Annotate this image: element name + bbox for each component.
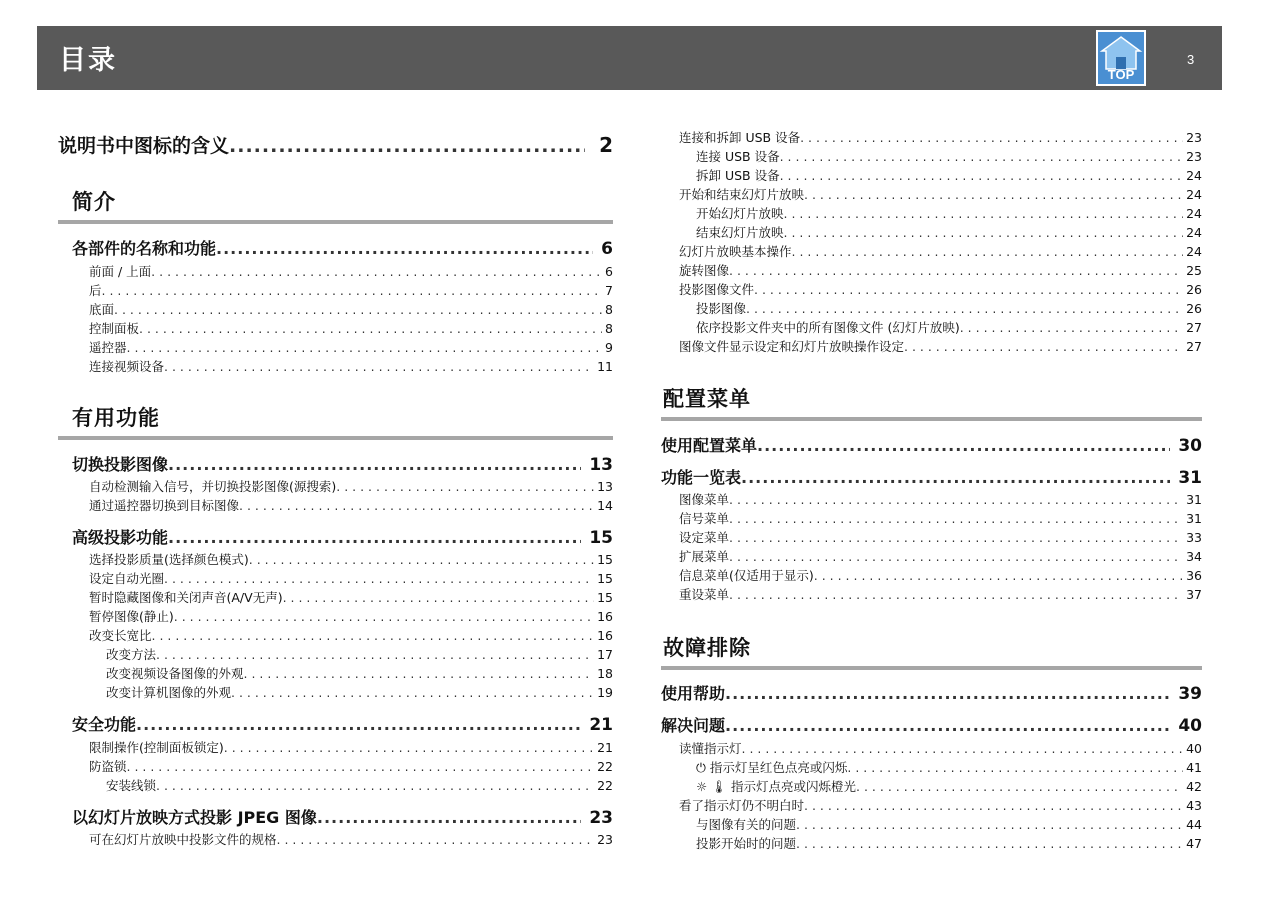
toc-entry[interactable] (661, 204, 1202, 223)
toc-entry-label: 信息菜单(仅适用于显示) (679, 568, 814, 583)
toc-entry-page: 22 (597, 778, 613, 793)
toc-entry-label: 暂停图像(静止) (89, 609, 174, 624)
toc-entry[interactable] (661, 815, 1202, 834)
top-label: TOP (1107, 67, 1135, 82)
toc-entry-page: 8 (605, 321, 613, 336)
leader-dots (127, 340, 603, 355)
toc-entry-label: 解决问题 (661, 716, 726, 735)
toc-entry[interactable] (661, 337, 1202, 356)
toc-entry-page: 24 (1186, 206, 1202, 221)
toc-entry-page: 44 (1186, 817, 1202, 832)
toc-entry-page: 21 (589, 715, 613, 735)
toc-entry-label: 投影图像 (696, 301, 747, 316)
toc-entry-page: 13 (589, 455, 613, 475)
toc-entry-label: 说明书中图标的含义 (58, 135, 230, 157)
toc-entry-label: 连接视频设备 (89, 359, 165, 374)
toc-entry[interactable] (58, 131, 613, 158)
toc-entry-page: 24 (1186, 225, 1202, 240)
leader-dots (746, 301, 1183, 316)
toc-entry-label: 防盗锁 (89, 759, 127, 774)
toc-entry-page: 41 (1186, 760, 1202, 775)
leader-dots (239, 498, 594, 513)
toc-entry-label: 自动检测输入信号，并切换投影图像(源搜索) (89, 479, 337, 494)
toc-entry-page: 11 (597, 359, 613, 374)
toc-entry[interactable] (58, 550, 613, 569)
toc-entry-label: 控制面板 (89, 321, 140, 336)
toc-entry-label: 结束幻灯片放映 (696, 225, 784, 240)
leader-dots (114, 302, 602, 317)
leader-dots (224, 740, 594, 755)
toc-entry-page: 13 (597, 479, 613, 494)
toc-entry-label: 设定菜单 (679, 530, 730, 545)
toc-entry-label: 限制操作(控制面板锁定) (89, 740, 224, 755)
toc-entry[interactable] (661, 318, 1202, 337)
toc-entry-label: 遥控器 (89, 340, 127, 355)
toc-entry-label: 幻灯片放映基本操作 (679, 244, 792, 259)
toc-entry-page: 19 (597, 685, 613, 700)
toc-entry-label: 与图像有关的问题 (696, 817, 797, 832)
toc-entry-page: 39 (1178, 684, 1202, 704)
toc-entry-label: ⏻ 指示灯呈红色点亮或闪烁 (696, 760, 848, 775)
toc-entry-label: 改变计算机图像的外观 (106, 685, 232, 700)
toc-entry[interactable] (58, 477, 613, 496)
toc-entry-page: 31 (1178, 468, 1202, 488)
section-title: 故障排除 (663, 636, 751, 660)
toc-entry-page: 6 (605, 264, 613, 279)
leader-dots (729, 549, 1183, 564)
toc-entry[interactable] (661, 223, 1202, 242)
toc-entry-page: 15 (597, 590, 613, 605)
toc-entry[interactable] (661, 585, 1202, 604)
toc-entry[interactable] (58, 525, 613, 548)
toc-entry-label: 设定自动光圈 (89, 571, 165, 586)
leader-dots (754, 282, 1183, 297)
leader-dots (725, 716, 1170, 735)
toc-entry-page: 47 (1186, 836, 1202, 851)
toc-entry[interactable] (58, 738, 613, 757)
toc-entry-label: 切换投影图像 (72, 455, 169, 474)
toc-entry-label: 改变视频设备图像的外观 (106, 666, 244, 681)
leader-dots (904, 339, 1183, 354)
toc-entry[interactable] (661, 280, 1202, 299)
leader-dots (741, 468, 1170, 487)
toc-entry-page: 6 (601, 239, 613, 259)
toc-entry[interactable] (58, 452, 613, 475)
top-link-button[interactable] (1096, 30, 1146, 86)
section-heading (661, 636, 1202, 670)
toc-entry-page: 37 (1186, 587, 1202, 602)
leader-dots (856, 779, 1183, 794)
toc-entry[interactable] (661, 796, 1202, 815)
leader-dots (729, 530, 1183, 545)
toc-entry-page: 16 (597, 609, 613, 624)
toc-entry[interactable] (58, 357, 613, 376)
leader-dots (136, 715, 581, 734)
toc-entry-label: 高级投影功能 (72, 528, 169, 547)
toc-entry[interactable] (58, 776, 613, 795)
leader-dots (796, 836, 1183, 851)
leader-dots (784, 206, 1184, 221)
toc-entry-label: 通过遥控器切换到目标图像 (89, 498, 240, 513)
toc-entry-page: 2 (599, 133, 613, 157)
toc-entry-page: 34 (1186, 549, 1202, 564)
toc-entry[interactable] (58, 569, 613, 588)
toc-entry-page: 23 (1186, 149, 1202, 164)
leader-dots (729, 492, 1183, 507)
toc-entry[interactable] (661, 713, 1202, 736)
toc-entry-label: 前面 / 上面 (89, 264, 152, 279)
toc-entry-page: 42 (1186, 779, 1202, 794)
toc-entry[interactable] (58, 338, 613, 357)
leader-dots (102, 283, 603, 298)
leader-dots (156, 647, 594, 662)
toc-entry[interactable] (661, 490, 1202, 509)
toc-entry[interactable] (661, 242, 1202, 261)
leader-dots (800, 130, 1183, 145)
toc-entry-label: 重设菜单 (679, 587, 730, 602)
leader-dots (151, 264, 602, 279)
toc-entry-page: 22 (597, 759, 613, 774)
leader-dots (317, 808, 581, 827)
toc-entry-label: 图像菜单 (679, 492, 730, 507)
toc-entry-page: 14 (597, 498, 613, 513)
toc-entry-page: 25 (1186, 263, 1202, 278)
leader-dots (283, 590, 595, 605)
toc-entry[interactable] (58, 805, 613, 828)
toc-entry-label: 拆卸 USB 设备 (696, 168, 780, 183)
page-number: 3 (1187, 52, 1195, 67)
toc-entry-label: 功能一览表 (661, 468, 742, 487)
toc-entry-label: 连接和拆卸 USB 设备 (679, 130, 801, 145)
leader-dots (796, 817, 1183, 832)
leader-dots (164, 359, 594, 374)
leader-dots (231, 685, 594, 700)
toc-entry-label: 依序投影文件夹中的所有图像文件 (幻灯片放映) (696, 320, 960, 335)
toc-entry-page: 26 (1186, 301, 1202, 316)
toc-entry-page: 23 (597, 832, 613, 847)
toc-entry[interactable] (58, 757, 613, 776)
toc-entry[interactable] (661, 509, 1202, 528)
toc-entry[interactable] (58, 262, 613, 281)
toc-entry-page: 24 (1186, 187, 1202, 202)
toc-entry-page: 30 (1178, 436, 1202, 456)
toc-entry-page: 15 (589, 528, 613, 548)
toc-entry-label: 投影图像文件 (679, 282, 755, 297)
leader-dots (164, 571, 594, 586)
toc-entry-label: 改变方法 (106, 647, 157, 662)
leader-dots (216, 239, 593, 258)
leader-dots (127, 759, 595, 774)
leader-dots (780, 168, 1183, 183)
toc-entry-page: 27 (1186, 320, 1202, 335)
section-title: 简介 (72, 190, 116, 214)
toc-entry-label: 可在幻灯片放映中投影文件的规格 (89, 832, 277, 847)
leader-dots (757, 436, 1170, 455)
toc-entry-label: 旋转图像 (679, 263, 730, 278)
toc-entry-label: 使用配置菜单 (661, 436, 758, 455)
toc-entry[interactable] (58, 300, 613, 319)
toc-entry[interactable] (661, 185, 1202, 204)
leader-dots (804, 798, 1183, 813)
page-header (37, 26, 1222, 90)
toc-entry[interactable] (661, 528, 1202, 547)
toc-entry-label: 使用帮助 (661, 684, 726, 703)
leader-dots (847, 760, 1183, 775)
toc-entry[interactable] (661, 834, 1202, 853)
toc-entry-page: 8 (605, 302, 613, 317)
section-heading (58, 190, 613, 224)
toc-entry-label: 扩展菜单 (679, 549, 730, 564)
leader-dots (725, 684, 1170, 703)
toc-entry[interactable] (58, 683, 613, 702)
toc-entry[interactable] (58, 496, 613, 515)
leader-dots (814, 568, 1183, 583)
toc-entry[interactable] (58, 626, 613, 645)
toc-entry-label: 读懂指示灯 (679, 741, 742, 756)
toc-entry[interactable] (661, 128, 1202, 147)
leader-dots (174, 609, 594, 624)
toc-entry-label: 连接 USB 设备 (696, 149, 780, 164)
leader-dots (804, 187, 1183, 202)
toc-entry-page: 33 (1186, 530, 1202, 545)
leader-dots (336, 479, 594, 494)
toc-entry[interactable] (58, 645, 613, 664)
leader-dots (244, 666, 595, 681)
toc-entry-label: 改变长宽比 (89, 628, 152, 643)
toc-entry[interactable] (661, 547, 1202, 566)
section-title: 配置菜单 (663, 387, 751, 411)
section-title: 有用功能 (72, 406, 160, 430)
toc-entry-label: 开始幻灯片放映 (696, 206, 784, 221)
leader-dots (729, 263, 1183, 278)
toc-entry[interactable] (661, 433, 1202, 456)
leader-dots (152, 628, 595, 643)
toc-entry-page: 18 (597, 666, 613, 681)
leader-dots (792, 244, 1184, 259)
toc-entry-page: 36 (1186, 568, 1202, 583)
toc-entry[interactable] (58, 588, 613, 607)
leader-dots (168, 528, 581, 547)
toc-entry-page: 16 (597, 628, 613, 643)
toc-entry-page: 7 (605, 283, 613, 298)
toc-entry-page: 15 (597, 552, 613, 567)
leader-dots (729, 587, 1183, 602)
leader-dots (960, 320, 1183, 335)
toc-entry[interactable] (661, 465, 1202, 488)
toc-entry-page: 31 (1186, 511, 1202, 526)
leader-dots (139, 321, 602, 336)
toc-entry[interactable] (661, 299, 1202, 318)
toc-entry-label: 后 (89, 283, 102, 298)
section-heading (661, 387, 1202, 421)
leader-dots (229, 135, 585, 157)
leader-dots (249, 552, 594, 567)
toc-entry[interactable] (661, 777, 1202, 796)
section-heading (58, 406, 613, 440)
toc-entry[interactable] (58, 281, 613, 300)
leader-dots (742, 741, 1184, 756)
toc-entry-page: 23 (589, 808, 613, 828)
toc-entry[interactable] (58, 712, 613, 735)
toc-entry-label: 以幻灯片放映方式投影 JPEG 图像 (72, 808, 317, 827)
toc-entry-label: 选择投影质量(选择颜色模式) (89, 552, 249, 567)
toc-entry-label: 各部件的名称和功能 (72, 239, 217, 258)
toc-entry-page: 24 (1186, 244, 1202, 259)
toc-entry-page: 40 (1178, 716, 1202, 736)
toc-entry[interactable] (58, 319, 613, 338)
toc-entry-label: 安全功能 (72, 715, 137, 734)
toc-entry-page: 15 (597, 571, 613, 586)
toc-entry-page: 24 (1186, 168, 1202, 183)
toc-entry-label: 底面 (89, 302, 115, 317)
toc-entry-label: 投影开始时的问题 (696, 836, 797, 851)
toc-entry-label: 图像文件显示设定和幻灯片放映操作设定 (679, 339, 905, 354)
toc-entry-label: 开始和结束幻灯片放映 (679, 187, 805, 202)
page-title: 目录 (59, 45, 117, 76)
toc-entry[interactable] (58, 830, 613, 849)
toc-entry-page: 9 (605, 340, 613, 355)
toc-entry[interactable] (661, 758, 1202, 777)
toc-entry-page: 31 (1186, 492, 1202, 507)
toc-entry[interactable] (661, 739, 1202, 758)
toc-entry-label: 信号菜单 (679, 511, 730, 526)
toc-entry[interactable] (661, 261, 1202, 280)
toc-entry-page: 27 (1186, 339, 1202, 354)
toc-entry-page: 43 (1186, 798, 1202, 813)
toc-entry[interactable] (661, 681, 1202, 704)
toc-entry-label: 暂时隐藏图像和关闭声音(A/V无声) (89, 590, 283, 605)
toc-entry[interactable] (58, 236, 613, 259)
leader-dots (780, 149, 1183, 164)
toc-entry[interactable] (58, 607, 613, 626)
leader-dots (277, 832, 595, 847)
toc-entry-page: 26 (1186, 282, 1202, 297)
toc-entry[interactable] (661, 566, 1202, 585)
toc-entry-page: 21 (597, 740, 613, 755)
toc-entry-label: 安装线锁 (106, 778, 157, 793)
toc-entry[interactable] (661, 147, 1202, 166)
toc-entry-label: ☼ 🌡 指示灯点亮或闪烁橙光 (696, 779, 857, 794)
toc-entry-label: 看了指示灯仍不明白时 (679, 798, 805, 813)
leader-dots (168, 455, 581, 474)
leader-dots (784, 225, 1184, 240)
toc-entry-page: 23 (1186, 130, 1202, 145)
toc-entry-page: 17 (597, 647, 613, 662)
leader-dots (156, 778, 594, 793)
leader-dots (729, 511, 1183, 526)
toc-entry[interactable] (661, 166, 1202, 185)
toc-entry-page: 40 (1186, 741, 1202, 756)
toc-entry[interactable] (58, 664, 613, 683)
